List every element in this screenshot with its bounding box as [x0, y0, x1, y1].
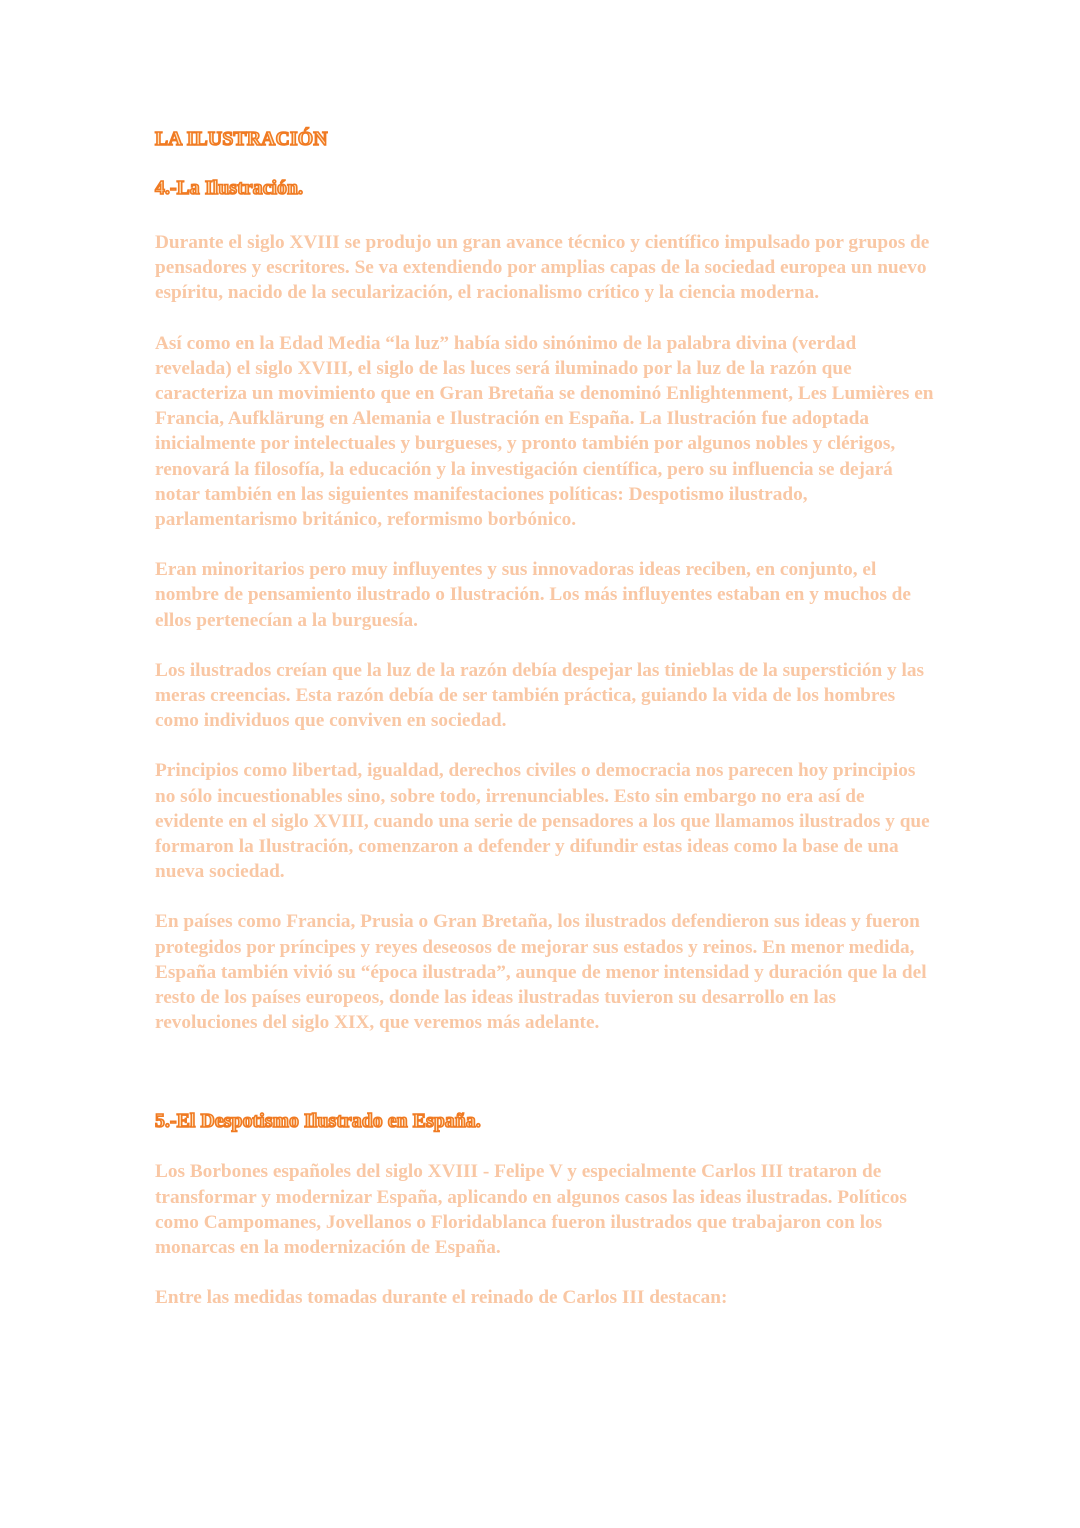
- paragraph: Principios como libertad, igualdad, derechos civiles o democracia nos parecen hoy principios no sólo incuestionables sino, sobre todo, irrenunciables. Esto sin embargo no era así de evidente en el siglo XVIII, cuando una serie de pensadores a los que llamamos ilustrados y que formaron la Ilustración, comenzaron a defender y difundir estas ideas como la base de una nueva sociedad.: [155, 760, 930, 883]
- paragraph: Los Borbones españoles del siglo XVIII - Felipe V y especialmente Carlos III trataron de transformar y modernizar España, aplicando en algunos casos las ideas ilustradas. Políticos como Campomanes, Jovellanos o Floridablanca fueron ilustrados que trabajaron con los monarcas en la modernización de España.: [155, 1161, 907, 1259]
- document-page: [155, 126, 935, 1311]
- paragraph: Los ilustrados creían que la luz de la razón debía despejar las tinieblas de la superstición y las meras creencias. Esta razón debía de ser también práctica, guiando la vida de los hombres como individuos que conviven en sociedad.: [155, 659, 924, 732]
- paragraph: Durante el siglo XVIII se produjo un gran avance técnico y científico impulsado por grupos de pensadores y escritores. Se va extendiendo por amplias capas de la sociedad europea un nuevo espíritu, nacido de la secularización, el racionalismo crítico y la ciencia moderna.: [155, 232, 930, 304]
- paragraph: Así como en la Edad Media “la luz” había sido sinónimo de la palabra divina (verdad revelada) el siglo XVIII, el siglo de las luces será iluminado por la luz de la razón que caracteriza un movimiento que en Gran Bretaña se denominó Enlightenment, Les Lumières en Francia, Aufklärung en Alemania e Ilustración en España. La Ilustración fue adoptada inicialmente por intelectuales y burgueses, y pronto también por algunos nobles y clérigos, renovará la filosofía, la educación y la investigación científica, pero su influencia se dejará notar también en las siguientes manifestaciones políticas: Despotismo ilustrado, parlamentarismo británico, reformismo borbónico.: [155, 332, 934, 531]
- document-title: LA ILUSTRACIÓN: [155, 129, 328, 150]
- section-heading-despotismo: 5.-El Despotismo Ilustrado en España.: [155, 1111, 481, 1133]
- paragraph: Eran minoritarios pero muy influyentes y sus innovadoras ideas reciben, en conjunto, el nombre de pensamiento ilustrado o Ilustración. Los más influyentes estaban en y muchos de ellos pertenecían a la burguesía.: [155, 559, 911, 631]
- paragraph: En países como Francia, Prusia o Gran Bretaña, los ilustrados defendieron sus ideas y fueron protegidos por príncipes y reyes deseosos de mejorar sus estados y reinos. En menor medida, España también vivió su “época ilustrada”, aunque de menor intensidad y duración que la del resto de los países europeos, donde las ideas ilustradas tuvieron su desarrollo en las revoluciones del siglo XIX, que veremos más adelante.: [155, 911, 927, 1034]
- paragraph: Entre las medidas tomadas durante el reinado de Carlos III destacan:: [155, 1287, 728, 1309]
- section-heading-ilustracion: 4.-La Ilustración.: [155, 178, 304, 199]
